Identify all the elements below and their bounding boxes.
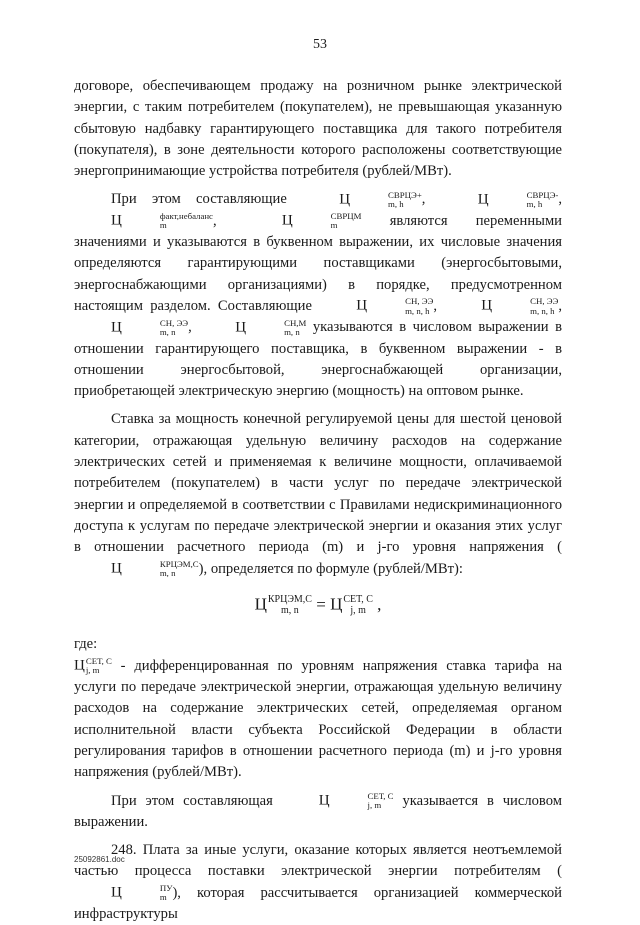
paragraph-text: указывается в числовом выражении.	[74, 792, 562, 830]
paragraph-text: Ставка за мощность конечной регулируемой цены для шестой ценовой категории, отражающая удельную величину расходов на содержание электрических сетей и применяемая к величине мощности, оплачиваемой потребителем (покупателем) в части услуг по передаче электрической энергии и определяемой в соответствии с Правилами недискриминационного доступа к услугам по передаче электрической энергии и оказания этих услуг в отношении расчетного периода (m) и j-го уровня напряжения (	[74, 411, 562, 556]
formula: Ц КРЦЭМ,С m, n = Ц СЕТ, С j, m ,	[254, 594, 382, 616]
price-symbol-set-c-2: Ц СЕТ, С j, m	[318, 790, 394, 811]
price-symbol-svrtse-plus: Ц СВРЦЭ+ m, h	[339, 189, 422, 210]
page-number: 53	[313, 37, 327, 52]
document-body	[74, 76, 562, 925]
paragraph-continuation: договоре, обеспечивающем продажу на розничном рынке электрической энергии, с таким потребителем (покупателем), не превышающая указанную сбытовую надбавку гарантирующего поставщика для такого потребителя (покупателя), в зоне деятельности которого расположены соответствующие энергопринимающие устройства потребителя (рублей/МВт).	[74, 78, 562, 180]
paragraph-text: - дифференцированная по уровням напряжения ставка тарифа на услуги по передаче электрической энергии, отражающая удельную величину расходов на содержание электрических сетей, определяемая органом исполнительной власти субъекта Российской Федерации в области регулирования тарифов в отношении расчетного периода (m) и j-го уровня напряжения (рублей/МВт).	[74, 657, 562, 781]
price-symbol-sn-ee3: Ц СН, ЭЭ m, n, h	[481, 296, 559, 316]
price-symbol-sn-ee4: Ц СН, ЭЭ m, n	[111, 317, 189, 337]
paragraph-components: При этом составляющие Ц СВРЦЭ+ m, h , Ц СВРЦЭ- m, h , Ц факт,небаланс m , Ц СВРЦМ m являются переменными значениями и указываются в буквенном выражении, их числовые значения определяются гарантирующими поставщиками (энергосбытовыми, энергоснабжающими организациями) в порядке, предусмотренном настоящим разделом. Составляющие Ц СН, ЭЭ m, n, h , Ц СН, ЭЭ m, n, h , Ц СН, ЭЭ m, n , Ц СН,М m, n указываются в числовом выражении в отношении гарантирующего поставщика, в буквенном выражении - в отношении энергосбытовой, энергоснабжающей организации, приобретающей электрическую энергию (мощность) на оптовом рынке.	[74, 189, 563, 400]
price-symbol-krtsem: Ц КРЦЭМ,С m, n	[111, 558, 199, 579]
paragraph-text: являются переменными значениями и указываются в буквенном выражении, их числовые значения определяются гарантирующими поставщиками (энергосбытовыми, энергоснабжающими организациями) в порядке, предусмотренном настоящим разделом. Составляющие	[74, 212, 562, 314]
paragraph-text: При этом составляющие	[111, 191, 287, 208]
price-symbol-pu: Ц ПУ m	[111, 883, 173, 903]
formula-rhs: Ц СЕТ, С j, m	[330, 594, 373, 616]
paragraph-text: указываются в числовом выражении в отношении гарантирующего поставщика, в буквенном выражении - в отношении энергосбытовой, энергоснабжающей организации, приобретающей электрическую энергию (мощность) на оптовом рынке.	[74, 319, 562, 400]
paragraph-text: При этом составляющая	[111, 792, 273, 809]
price-symbol-sn-ee2: Ц СН, ЭЭ m, n, h	[356, 296, 434, 316]
paragraph-248	[74, 840, 562, 925]
paragraph-text: 248. Плата за иные услуги, оказание которых является неотъемлемой частью процесса поставки электрической энергии потребителям (	[74, 842, 562, 880]
paragraph-capacity-rate	[74, 409, 562, 579]
formula-lhs: Ц КРЦЭМ,С m, n	[254, 594, 312, 616]
paragraph-numeric-note	[74, 791, 562, 834]
price-symbol-svrtsm: Ц СВРЦМ m	[281, 211, 362, 231]
price-symbol-sn-m: Ц СН,М m, n	[235, 317, 307, 337]
paragraph-text: ), определяется по формуле (рублей/МВт):	[198, 560, 463, 577]
price-symbol-svrtse-minus: Ц СВРЦЭ- m, h	[477, 189, 559, 210]
where-label: где:	[74, 636, 98, 653]
paragraph-text: ), которая рассчитывается организацией коммерческой инфраструктуры	[74, 884, 562, 922]
footer-file-code: 25092861.doc	[74, 855, 125, 864]
paragraph-definition	[74, 656, 562, 784]
price-symbol-set-c: Ц СЕТ, С j, m	[74, 656, 112, 676]
price-symbol-fakt-nebalans: Ц факт,небаланс m	[111, 211, 213, 231]
